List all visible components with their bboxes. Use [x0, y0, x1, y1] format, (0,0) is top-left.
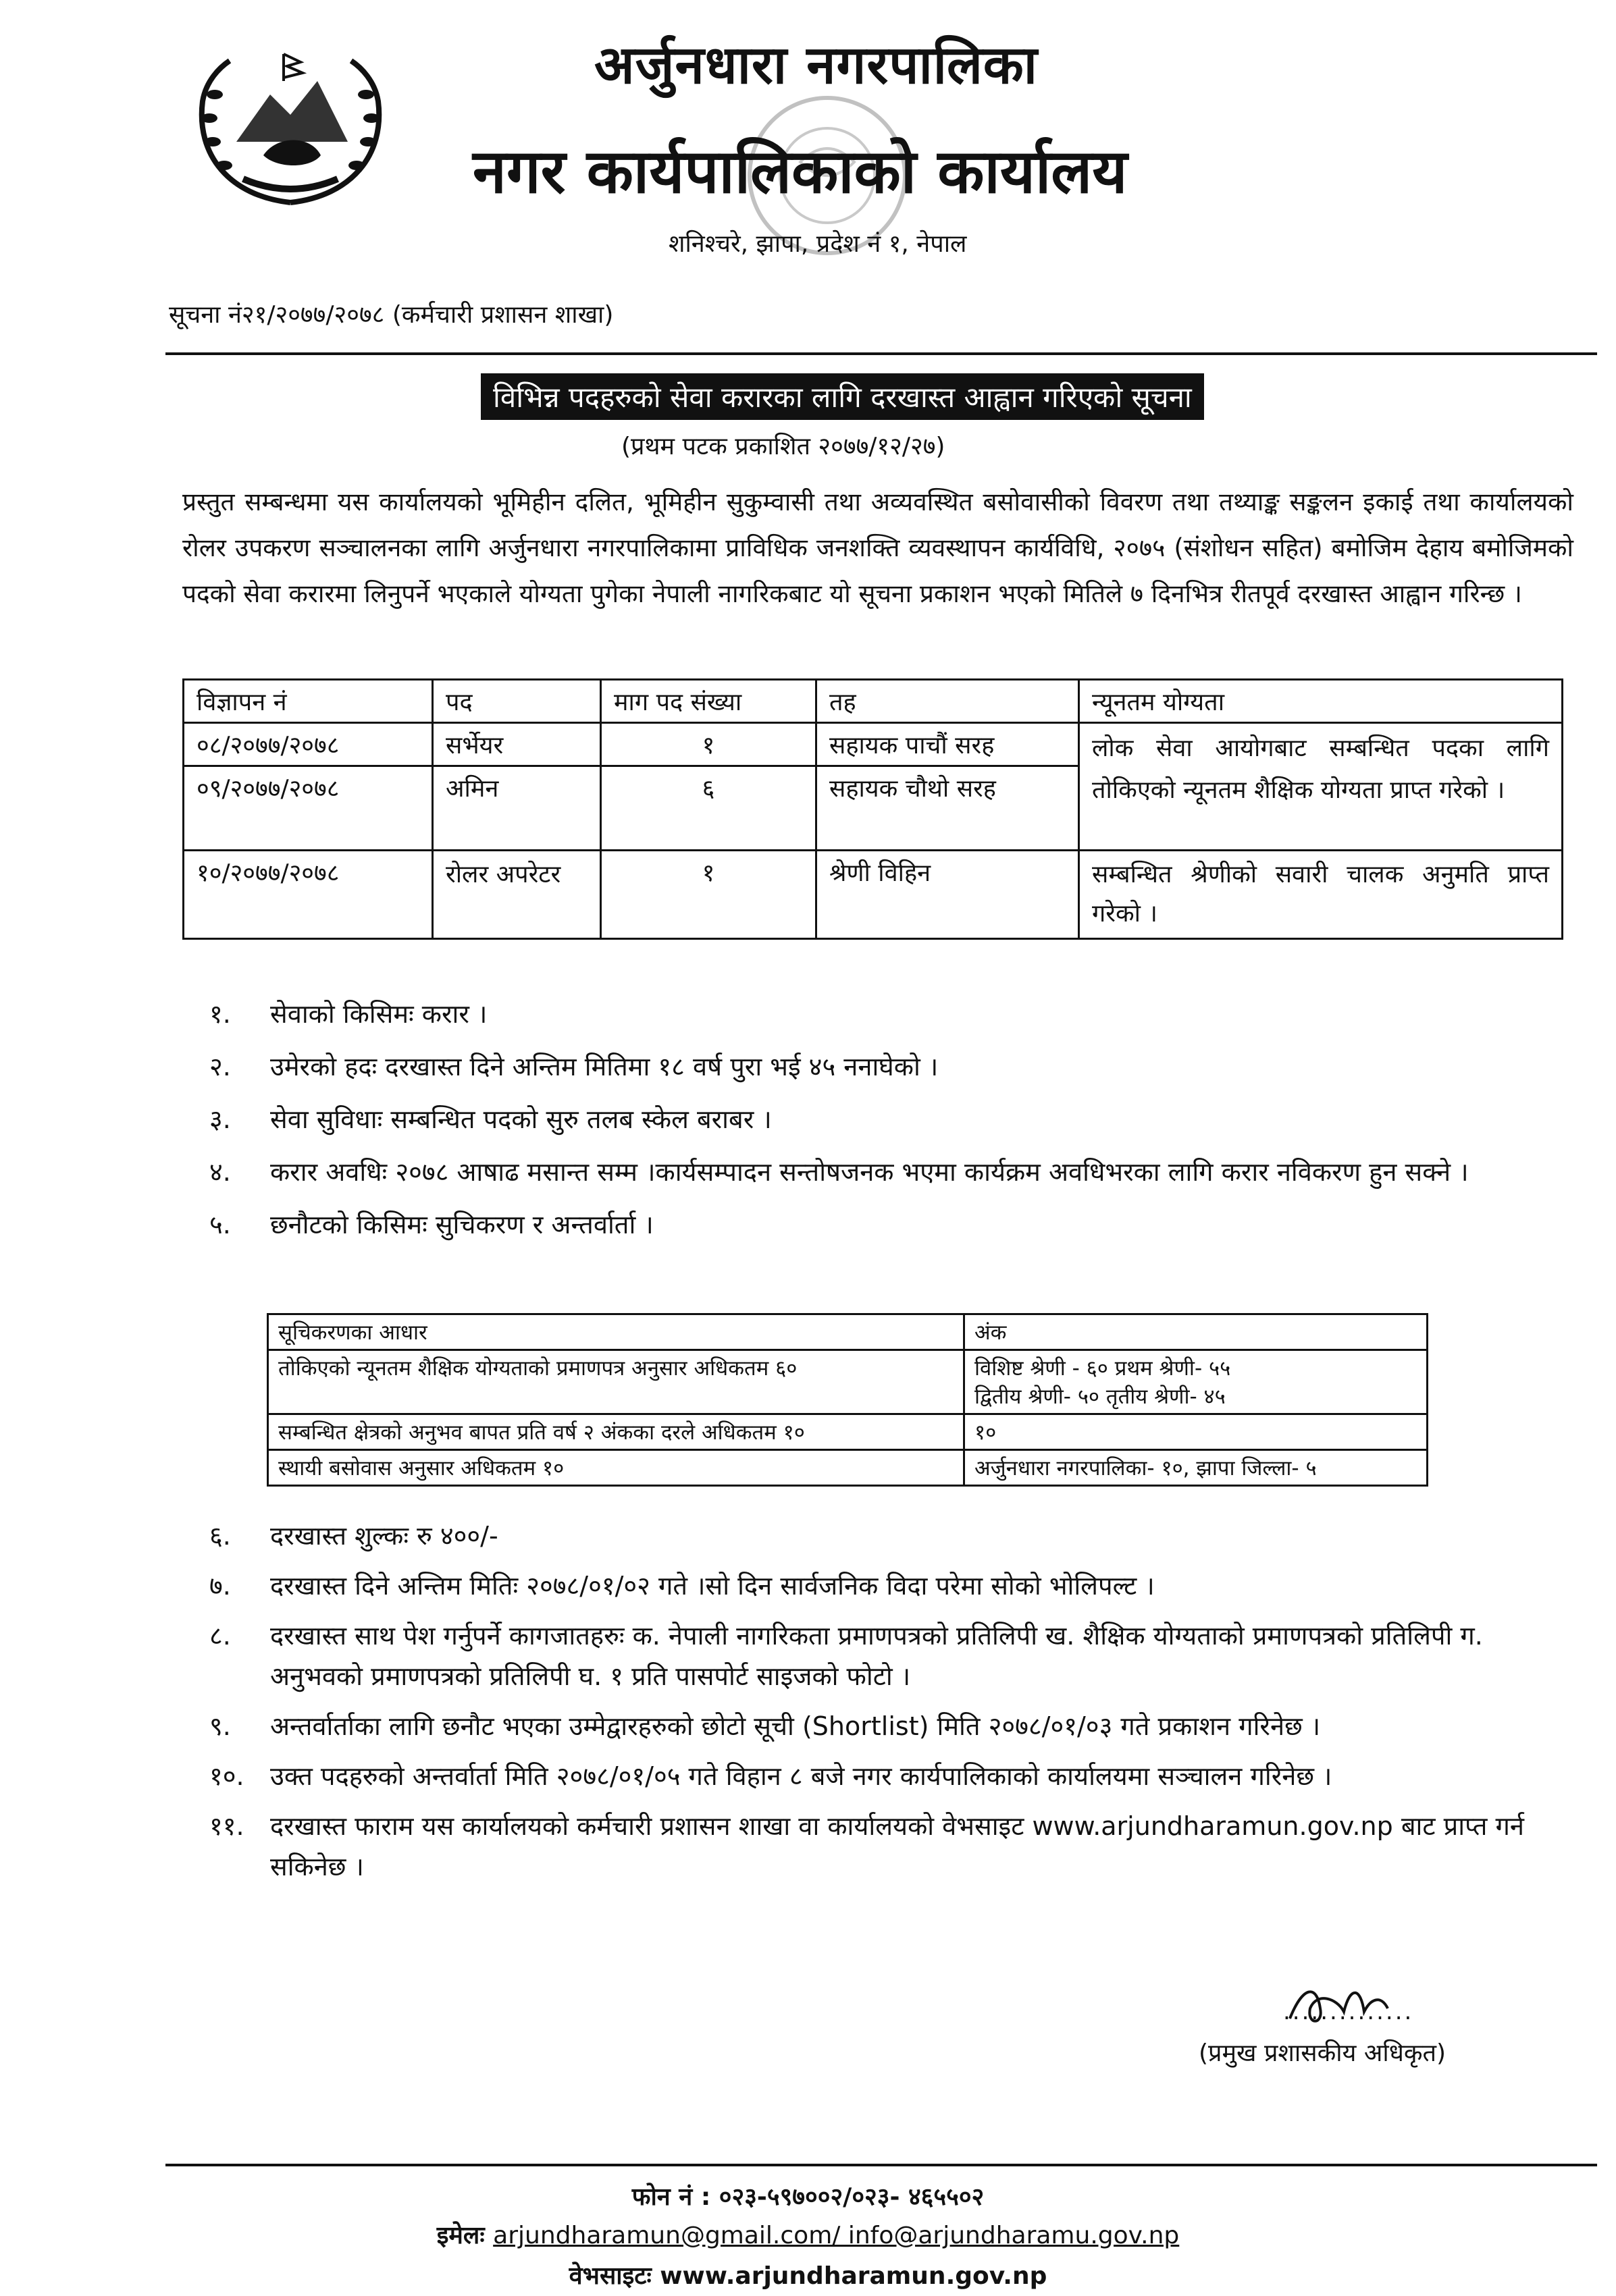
scoring-basis: तोकिएको न्यूनतम शैक्षिक योग्यताको प्रमाणपत्र अनुसार अधिकतम ६०	[268, 1350, 964, 1414]
column-header: तह	[816, 680, 1079, 723]
post-name: रोलर अपरेटर	[433, 851, 601, 939]
list-item	[209, 1045, 1580, 1088]
table-row	[184, 723, 1563, 766]
table-row	[184, 851, 1563, 939]
scoring-marks: अर्जुनधारा नगरपालिका- १०, झापा जिल्ला- ५	[964, 1450, 1428, 1486]
notice-reference: सूचना नं२१/२०७७/२०७८ (कर्मचारी प्रशासन शाखा)	[169, 301, 614, 329]
scoring-marks: १०	[964, 1414, 1428, 1450]
post-name: अमिन	[433, 766, 601, 851]
item-number: २.	[209, 1052, 231, 1082]
conditions-list-2	[209, 1516, 1580, 1896]
list-item	[209, 1150, 1580, 1194]
item-text: दरखास्त शुल्कः रु ४००/-	[270, 1521, 498, 1551]
column-header: न्यूनतम योग्यता	[1079, 680, 1563, 723]
table-header-row	[184, 680, 1563, 723]
scoring-marks	[964, 1350, 1428, 1414]
item-text: करार अवधिः २०७८ आषाढ मसान्त सम्म ।कार्यसम्पादन सन्तोषजनक भएमा कार्यक्रम अवधिभरका लागि करार नविकरण हुन सक्ने ।	[270, 1157, 1469, 1187]
web-link[interactable]: www.arjundharamun.gov.np	[660, 2262, 1047, 2290]
signature-line: ..............	[1283, 1998, 1414, 2025]
item-number: ८.	[209, 1621, 231, 1651]
item-number: ११.	[209, 1811, 244, 1841]
list-item	[209, 1616, 1580, 1697]
ad-number: ०८/२०७७/२०७८	[184, 723, 433, 766]
min-qualification: सम्बन्धित श्रेणीको सवारी चालक अनुमति प्राप्त गरेको ।	[1079, 851, 1563, 939]
item-text: दरखास्त फाराम यस कार्यालयको कर्मचारी प्रशासन शाखा वा कार्यालयको वेभसाइट www.arjundharamun.gov.np बाट प्राप्त गर्न सकिनेछ ।	[270, 1811, 1525, 1881]
item-number: ९.	[209, 1711, 231, 1741]
post-count: ६	[601, 766, 816, 851]
column-header: सूचिकरणका आधार	[268, 1314, 964, 1350]
list-item	[209, 1706, 1580, 1746]
notice-title: विभिन्न पदहरुको सेवा करारका लागि दरखास्त आह्वान गरिएको सूचना	[481, 373, 1204, 420]
item-text: सेवाको किसिमः करार ।	[270, 999, 488, 1029]
item-number: ६.	[209, 1521, 231, 1551]
column-header: पद	[433, 680, 601, 723]
marks-line: विशिष्ट श्रेणी - ६० प्रथम श्रेणी- ५५	[974, 1356, 1231, 1381]
list-item	[209, 992, 1580, 1036]
table-row	[268, 1450, 1428, 1486]
item-text: उक्त पदहरुको अन्तर्वार्ता मिति २०७८/०१/०५ गते विहान ८ बजे नगर कार्यपालिकाको कार्यालयमा सञ्चालन गरिनेछ ।	[270, 1761, 1332, 1791]
org-name: अर्जुनधारा नगरपालिका	[594, 35, 1038, 96]
table-header-row	[268, 1314, 1428, 1350]
marks-line: द्वितीय श्रेणी- ५० तृतीय श्रेणी- ४५	[974, 1385, 1226, 1409]
ad-number: ०९/२०७७/२०७८	[184, 766, 433, 851]
header-divider	[165, 352, 1597, 355]
scoring-basis: स्थायी बसोवास अनुसार अधिकतम १०	[268, 1450, 964, 1486]
list-item	[209, 1756, 1580, 1796]
list-item	[209, 1516, 1580, 1556]
ad-number: १०/२०७७/२०७८	[184, 851, 433, 939]
footer-phone: फोन नं : ०२३-५९७००२/०२३- ४६५५०२	[631, 2183, 985, 2211]
post-level: सहायक चौथो सरह	[816, 766, 1079, 851]
post-level: श्रेणी विहिन	[816, 851, 1079, 939]
positions-table	[182, 678, 1563, 940]
column-header: विज्ञापन नं	[184, 680, 433, 723]
item-text: उमेरको हदः दरखास्त दिने अन्तिम मितिमा १८ वर्ष पुरा भई ४५ ननाघेको ।	[270, 1052, 939, 1082]
item-number: ३.	[209, 1104, 231, 1134]
scoring-table	[267, 1313, 1428, 1487]
item-number: ५.	[209, 1210, 231, 1239]
item-number: १.	[209, 999, 231, 1029]
published-date: (प्रथम पटक प्रकाशित २०७७/१२/२७)	[621, 433, 945, 460]
office-name: नगर कार्यपालिकाको कार्यालय	[473, 136, 1128, 207]
footer-divider	[165, 2164, 1597, 2166]
list-item	[209, 1098, 1580, 1141]
table-row	[268, 1414, 1428, 1450]
footer-email	[0, 2218, 1616, 2251]
column-header: माग पद संख्या	[601, 680, 816, 723]
conditions-list	[209, 992, 1580, 1256]
item-number: ४.	[209, 1157, 231, 1187]
item-text: दरखास्त दिने अन्तिम मितिः २०७८/०१/०२ गते ।सो दिन सार्वजनिक विदा परेमा सोको भोलिपल्ट ।	[270, 1571, 1155, 1601]
item-text: छनौटको किसिमः सुचिकरण र अन्तर्वार्ता ।	[270, 1210, 654, 1239]
post-name: सर्भेयर	[433, 723, 601, 766]
scoring-basis: सम्बन्धित क्षेत्रको अनुभव बापत प्रति वर्ष २ अंकका दरले अधिकतम १०	[268, 1414, 964, 1450]
item-text: सेवा सुविधाः सम्बन्धित पदको सुरु तलब स्केल बराबर ।	[270, 1104, 772, 1134]
item-text: दरखास्त साथ पेश गर्नुपर्ने कागजातहरुः क. नेपाली नागरिकता प्रमाणपत्रको प्रतिलिपी ख. शैक्षिक योग्यताको प्रमाणपत्रको प्रतिलिपी ग. अनुभवको प्रमाणपत्रको प्रतिलिपी घ. १ प्रति पासपोर्ट साइजको फोटो ।	[270, 1621, 1483, 1691]
notice-intro: प्रस्तुत सम्बन्धमा यस कार्यालयको भूमिहीन दलित, भूमिहीन सुकुम्वासी तथा अव्यवस्थित बसोवासीको विवरण तथा तथ्याङ्क सङ्कलन इकाई तथा कार्यालयको रोलर उपकरण सञ्चालनका लागि अर्जुनधारा नगरपालिकामा प्राविधिक जनशक्ति व्यवस्थापन कार्यविधि, २०७५ (संशोधन सहित) बमोजिम देहाय बमोजिमको पदको सेवा करारमा लिनुपर्ने भएकाले योग्यता पुगेका नेपाली नागरिकबाट यो सूचना प्रकाशन भएको मितिले ७ दिनभित्र रीतपूर्व दरखास्त आह्वान गरिन्छ ।	[182, 487, 1573, 608]
item-number: १०.	[209, 1761, 244, 1791]
post-level: सहायक पाचौं सरह	[816, 723, 1079, 766]
table-row	[268, 1350, 1428, 1414]
post-count: १	[601, 723, 816, 766]
list-item	[209, 1203, 1580, 1246]
signer-title: (प्रमुख प्रशासकीय अधिकृत)	[1199, 2039, 1446, 2067]
column-header: अंक	[964, 1314, 1428, 1350]
email-label: इमेलः	[436, 2222, 485, 2249]
list-item	[209, 1806, 1580, 1887]
list-item	[209, 1566, 1580, 1606]
nepal-emblem-logo	[182, 41, 398, 216]
item-text: अन्तर्वार्ताका लागि छनौट भएका उम्मेद्वारहरुको छोटो सूची (Shortlist) मिति २०७८/०१/०३ गते प्रकाशन गरिनेछ ।	[270, 1711, 1321, 1741]
min-qualification: लोक सेवा आयोगबाट सम्बन्धित पदका लागि तोकिएको न्यूनतम शैक्षिक योग्यता प्राप्त गरेको ।	[1079, 723, 1563, 851]
email-link[interactable]: arjundharamun@gmail.com/ info@arjundharamu.gov.np	[493, 2222, 1180, 2249]
office-address: शनिश्चरे, झापा, प्रदेश नं १, नेपाल	[669, 230, 967, 258]
item-number: ७.	[209, 1571, 231, 1601]
post-count: १	[601, 851, 816, 939]
footer-web	[0, 2258, 1616, 2291]
web-label: वेभसाइटः	[569, 2262, 652, 2290]
